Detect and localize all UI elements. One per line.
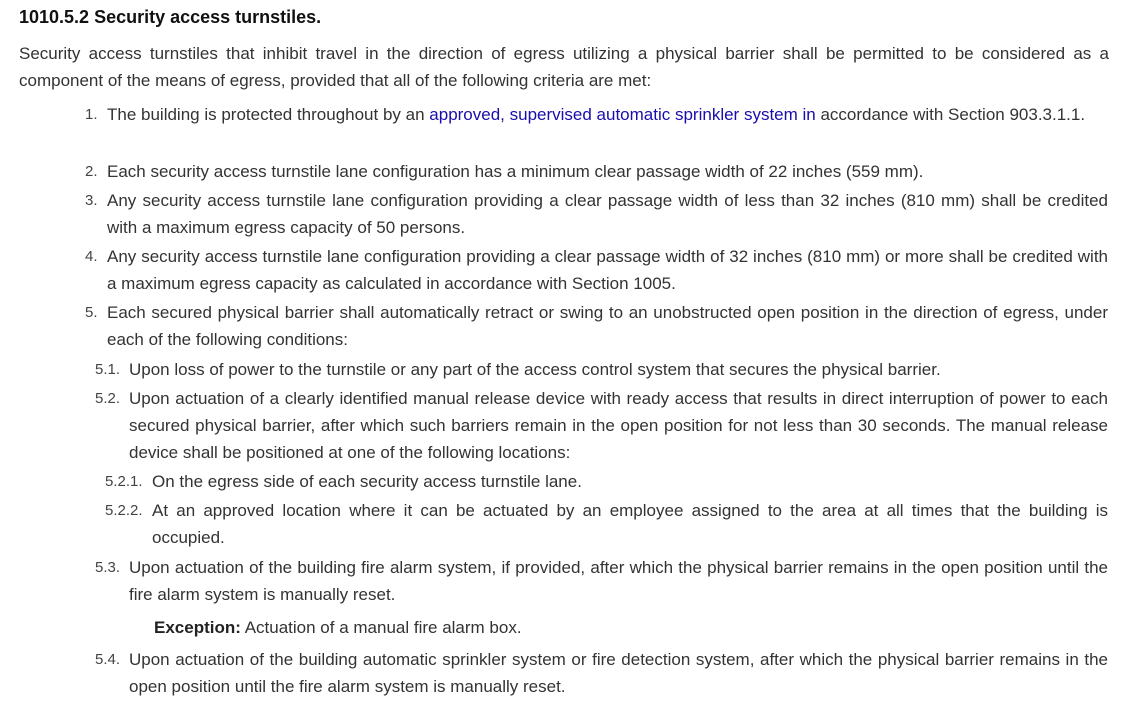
- list-number: 5.2.: [95, 390, 121, 407]
- list-number: 5.3.: [95, 559, 121, 576]
- list-item: Each security access turnstile lane configuration has a minimum clear passage width of 22 inches (559 mm).: [107, 162, 924, 181]
- exception-note: [154, 614, 1108, 641]
- section-title: 1010.5.2 Security access turnstiles.: [19, 7, 322, 27]
- list-number: 5.1.: [95, 361, 121, 378]
- list-number: 5.: [85, 304, 98, 321]
- list-item-text: The building is protected throughout by an: [107, 105, 430, 124]
- list-item: Upon actuation of the building automatic sprinkler system or fire detection system, after which the physical barrier remains in the open position until the fire alarm system is manually reset.: [129, 650, 1108, 696]
- list-item: On the egress side of each security access turnstile lane.: [152, 472, 582, 491]
- list-item: Any security access turnstile lane configuration providing a clear passage width of less than 32 inches (810 mm) shall be credited with a maximum egress capacity of 50 persons.: [107, 191, 1108, 237]
- list-number: 4.: [85, 248, 98, 265]
- list-number: 5.2.2.: [105, 502, 143, 519]
- list-item: Each secured physical barrier shall automatically retract or swing to an unobstructed open position in the direction of egress, under each of the following conditions:: [107, 303, 1108, 349]
- list-item: Upon loss of power to the turnstile or any part of the access control system that secures the physical barrier.: [129, 360, 941, 379]
- list-number: 1.: [85, 106, 98, 123]
- list-number: 5.2.1.: [105, 473, 143, 490]
- list-item: [107, 101, 1108, 128]
- exception-text: Actuation of a manual fire alarm box.: [240, 618, 522, 637]
- list-item: Upon actuation of the building fire alarm system, if provided, after which the physical barrier remains in the open position until the fire alarm system is manually reset.: [129, 558, 1108, 604]
- exception-label: Exception:: [154, 618, 241, 637]
- list-item: Any security access turnstile lane configuration providing a clear passage width of 32 inches (810 mm) or more shall be credited with a maximum egress capacity as calculated in accordance with Section 1005.: [107, 247, 1108, 293]
- section-intro: Security access turnstiles that inhibit travel in the direction of egress utilizing a physical barrier shall be permitted to be considered as a component of the means of egress, provided that all of the following criteria are met:: [19, 44, 1109, 90]
- list-number: 2.: [85, 163, 98, 180]
- sprinkler-system-link[interactable]: approved, supervised automatic sprinkler system in: [429, 105, 816, 124]
- list-number: 5.4.: [95, 651, 121, 668]
- list-item: Upon actuation of a clearly identified manual release device with ready access that results in direct interruption of power to each secured physical barrier, after which such barriers remain in the open position for not less than 30 seconds. The manual release device shall be positioned at one of the following locations:: [129, 389, 1108, 462]
- list-item-text: accordance with Section 903.3.1.1.: [815, 105, 1086, 124]
- list-number: 3.: [85, 192, 98, 209]
- list-item: At an approved location where it can be actuated by an employee assigned to the area at all times that the building is occupied.: [152, 501, 1108, 547]
